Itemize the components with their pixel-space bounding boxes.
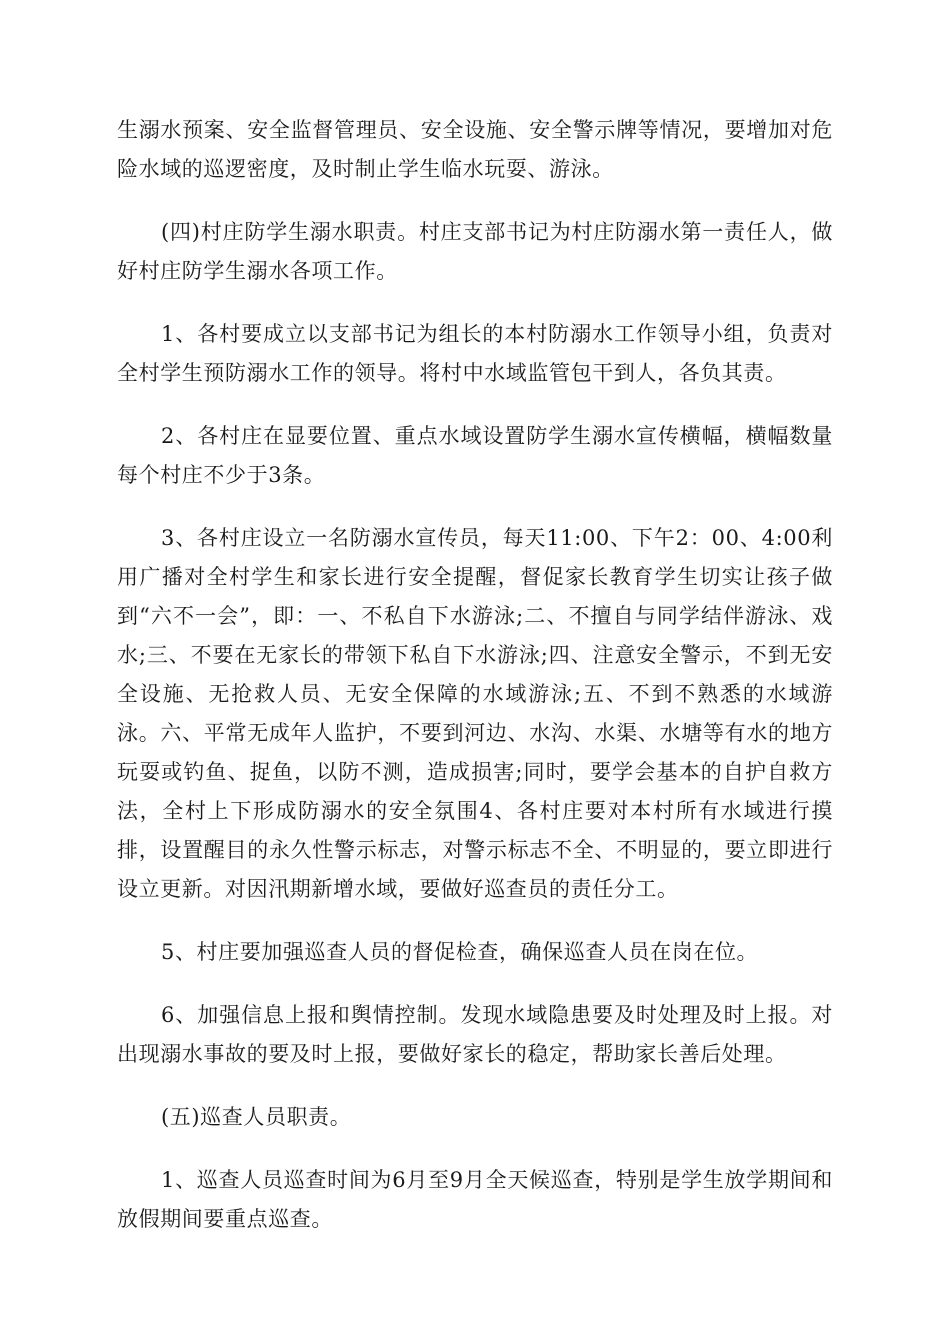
paragraph-2: (四)村庄防学生溺水职责。村庄支部书记为村庄防溺水第一责任人，做好村庄防学生溺水各项工作。 [117, 220, 833, 283]
paragraph-5: 3、各村庄设立一名防溺水宣传员，每天11:00、下午2：00、4:00利用广播对全村学生和家长进行安全提醒，督促家长教育学生切实让孩子做到“六不一会”，即：一、不私自下水游泳;二、不擅自与同学结伴游泳、戏水;三、不要在无家长的带领下私自下水游泳;四、注意安全警示，不到无安全设施、无抢救人员、无安全保障的水域游泳;五、不到不熟悉的水域游泳。六、平常无成年人监护，不要到河边、水沟、水渠、水塘等有水的地方玩耍或钓鱼、捉鱼，以防不测，造成损害;同时，要学会基本的自护自救方法，全村上下形成防溺水的安全氛围4、各村庄要对本村所有水域进行摸排，设置醒目的永久性警示标志，对警示标志不全、不明显的，要立即进行设立更新。对因汛期新增水域，要做好巡查员的责任分工。 [117, 526, 833, 901]
paragraph-6: 5、村庄要加强巡查人员的督促检查，确保巡查人员在岗在位。 [161, 940, 759, 964]
paragraph-3: 1、各村要成立以支部书记为组长的本村防溺水工作领导小组，负责对全村学生预防溺水工作的领导。将村中水域监管包干到人，各负其责。 [117, 322, 833, 385]
paragraph-9: 1、巡查人员巡查时间为6月至9月全天候巡查，特别是学生放学期间和放假期间要重点巡查。 [117, 1168, 833, 1231]
document-body [117, 111, 833, 1263]
paragraph-4: 2、各村庄在显要位置、重点水域设置防学生溺水宣传横幅，横幅数量每个村庄不少于3条。 [117, 424, 833, 487]
paragraph-1: 生溺水预案、安全监督管理员、安全设施、安全警示牌等情况，要增加对危险水域的巡逻密度，及时制止学生临水玩耍、游泳。 [117, 118, 833, 181]
paragraph-8: (五)巡查人员职责。 [161, 1105, 352, 1129]
paragraph-7: 6、加强信息上报和舆情控制。发现水域隐患要及时处理及时上报。对出现溺水事故的要及时上报，要做好家长的稳定，帮助家长善后处理。 [117, 1003, 833, 1066]
